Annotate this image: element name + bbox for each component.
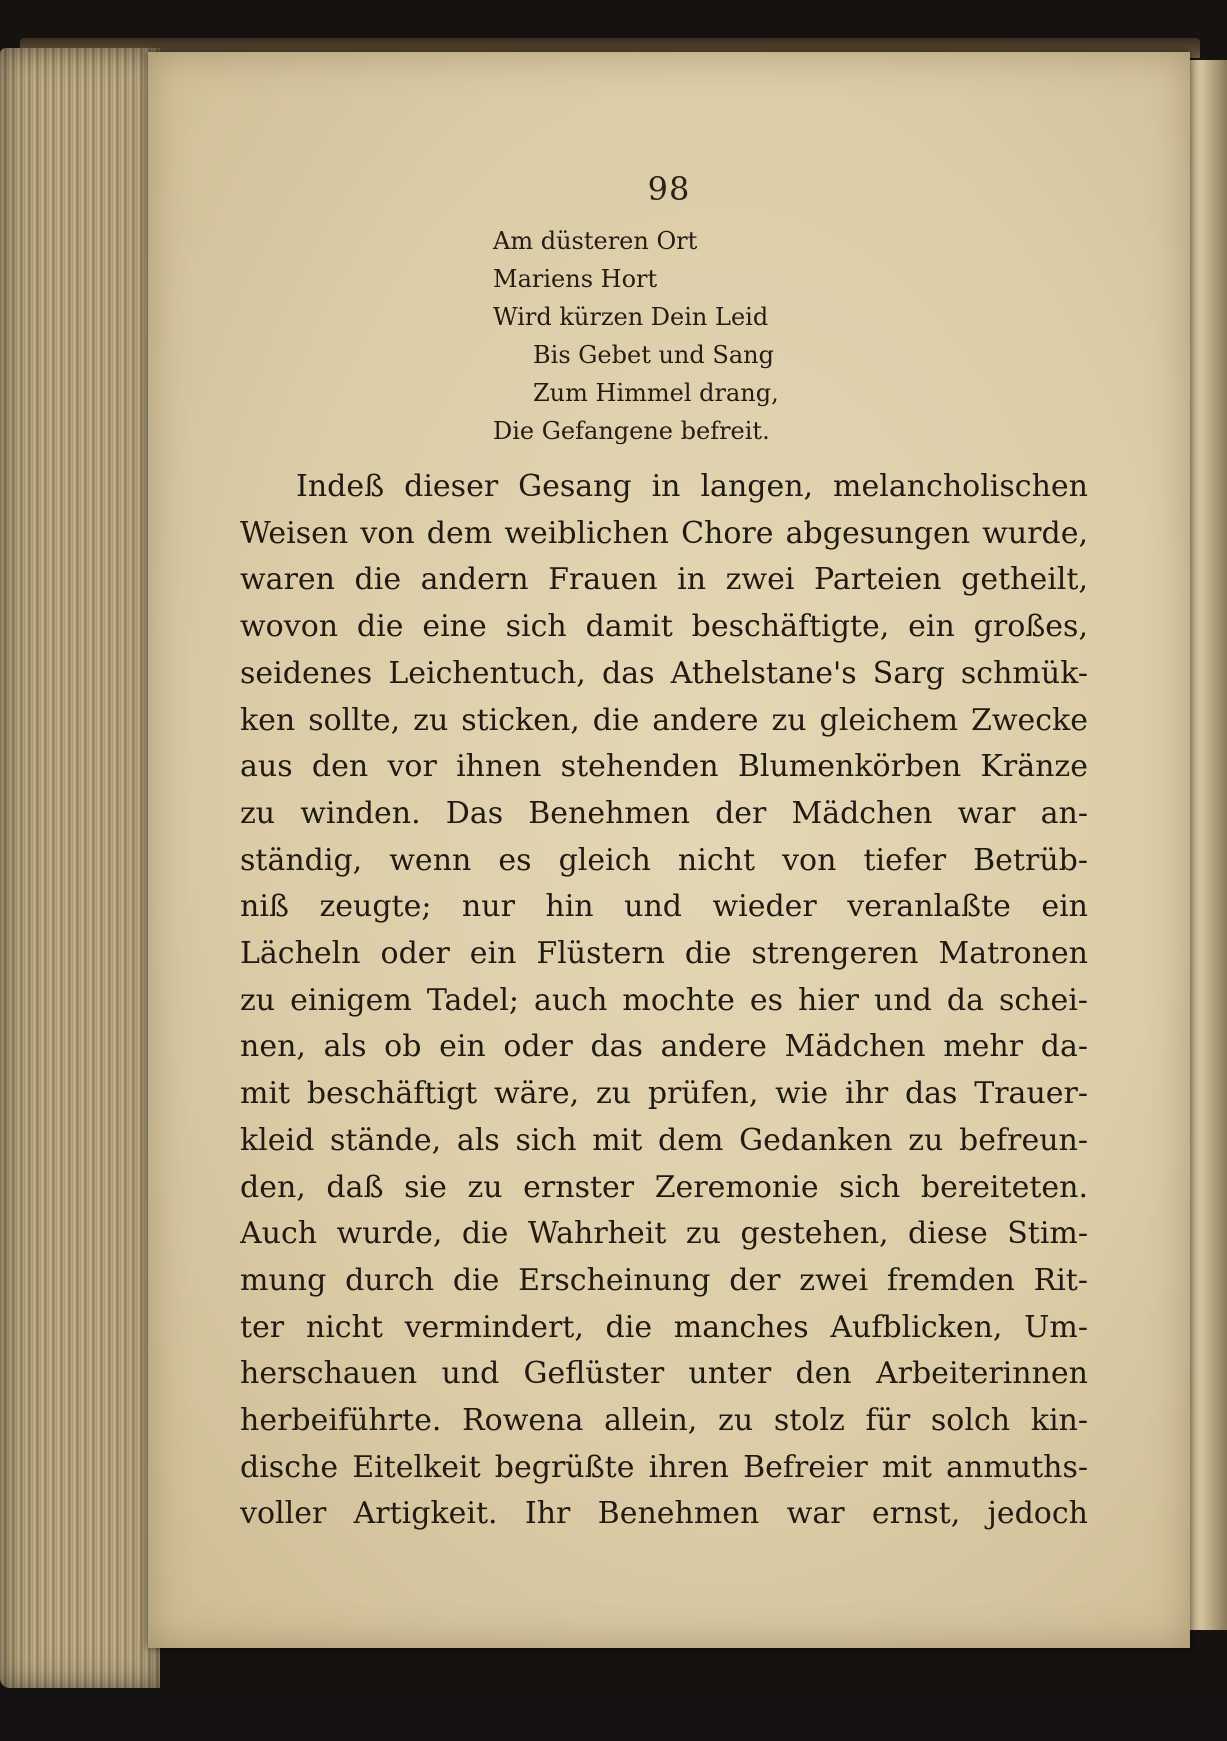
prose-line: den, daß sie zu ernster Zeremonie sich bereiteten. [240, 1169, 1088, 1205]
verse-line: Bis Gebet und Sang [533, 341, 774, 369]
book-page [148, 52, 1190, 1648]
prose-line: aus den vor ihnen stehenden Blumenkörben Kränze [240, 749, 1088, 785]
prose-line: herbeiführte. Rowena allein, zu stolz für solch kin- [240, 1403, 1088, 1439]
prose-line: ter nicht vermindert, die manches Aufblicken, Um- [240, 1309, 1088, 1345]
verse-line: Mariens Hort [493, 265, 658, 293]
prose-line: voller Artigkeit. Ihr Benehmen war ernst, jedoch [240, 1496, 1088, 1532]
prose-line: niß zeugte; nur hin und wieder veranlaßte ein [240, 889, 1088, 925]
prose-line: Indeß dieser Gesang in langen, melancholischen [296, 469, 1088, 504]
verse-line: Wird kürzen Dein Leid [493, 303, 769, 331]
prose-line: dische Eitelkeit begrüßte ihren Befreier mit anmuths- [240, 1449, 1088, 1485]
right-page-edge [1185, 60, 1227, 1630]
prose-line: zu winden. Das Benehmen der Mädchen war an- [240, 795, 1088, 831]
prose-line: mit beschäftigt wäre, zu prüfen, wie ihr das Trauer- [240, 1076, 1088, 1112]
prose-line: kleid stände, als sich mit dem Gedanken zu befreun- [240, 1122, 1088, 1158]
prose-line: Lächeln oder ein Flüstern die strengeren Matronen [240, 936, 1088, 972]
prose-line: ken sollte, zu sticken, die andere zu gleichem Zwecke [240, 702, 1088, 738]
page-number: 98 [647, 170, 691, 208]
prose-line: ständig, wenn es gleich nicht von tiefer Betrüb- [240, 842, 1088, 878]
prose-line: zu einigem Tadel; auch mochte es hier und da schei- [240, 982, 1088, 1018]
prose-line: nen, als ob ein oder das andere Mädchen mehr da- [240, 1029, 1088, 1065]
prose-line: Auch wurde, die Wahrheit zu gestehen, diese Stim- [240, 1216, 1088, 1252]
prose-line: mung durch die Erscheinung der zwei fremden Rit- [240, 1262, 1088, 1298]
verse-line: Zum Himmel drang, [533, 379, 779, 407]
prose-line: Weisen von dem weiblichen Chore abgesungen wurde, [240, 515, 1088, 551]
verse-block [493, 222, 779, 450]
prose-line: herschauen und Geflüster unter den Arbeiterinnen [240, 1356, 1088, 1392]
verse-line: Die Gefangene befreit. [493, 417, 770, 445]
prose-line: wovon die eine sich damit beschäftigte, ein großes, [240, 609, 1088, 645]
prose-line: waren die andern Frauen in zwei Parteien getheilt, [240, 562, 1088, 598]
prose-line: seidenes Leichentuch, das Athelstane's Sarg schmük- [240, 655, 1088, 691]
page-stack-edge [0, 48, 160, 1688]
prose-paragraph [240, 464, 1088, 1538]
verse-line: Am düsteren Ort [493, 227, 698, 255]
